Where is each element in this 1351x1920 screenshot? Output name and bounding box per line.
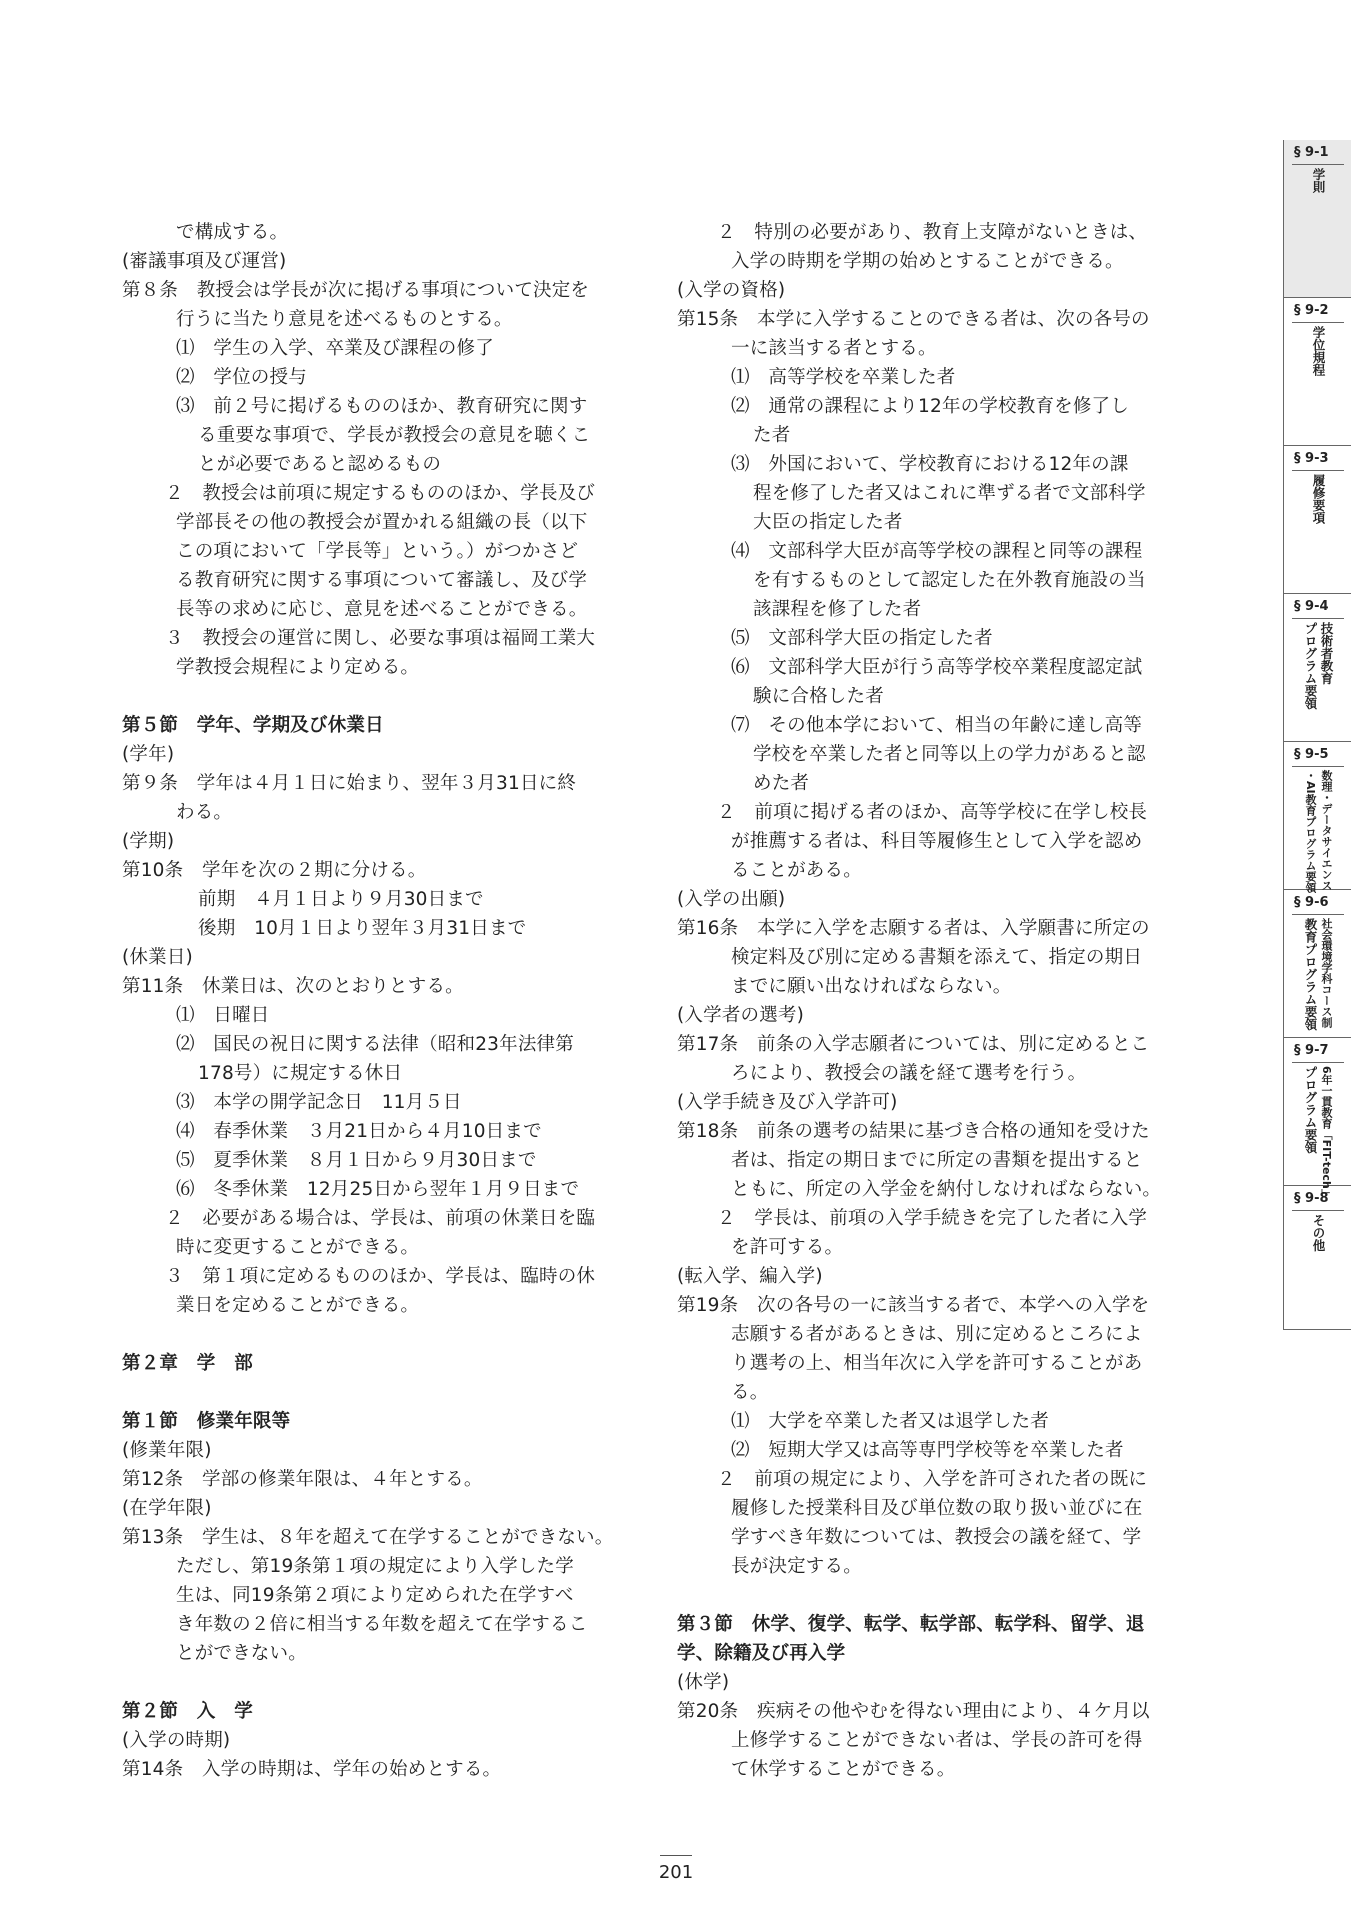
- section-tab-rule: [1292, 618, 1344, 619]
- text-line: ることがある。: [731, 860, 862, 881]
- text-line: ⑵ 短期大学又は高等専門学校等を卒業した者: [731, 1440, 1124, 1461]
- section-tab-label: プログラム要領: [1303, 1066, 1318, 1154]
- text-line: で構成する。: [176, 222, 289, 243]
- section-tab-labels: [1284, 1214, 1351, 1252]
- text-line: 第12条 学部の修業年限は、４年とする。: [122, 1469, 483, 1490]
- text-line: 業日を定めることができる。: [176, 1295, 420, 1316]
- section-tab-labels: [1284, 326, 1351, 376]
- text-line: (修業年限): [122, 1440, 212, 1461]
- section-tab[interactable]: [1284, 298, 1351, 446]
- text-line: る。: [731, 1382, 769, 1403]
- section-tab-label: 学位規程: [1311, 326, 1326, 376]
- section-tab-rule: [1292, 766, 1344, 767]
- text-line: (入学手続き及び入学許可): [677, 1092, 898, 1113]
- text-line: ２ 学長は、前項の入学手続きを完了した者に入学: [717, 1208, 1148, 1229]
- section-tab-code: § 9-3: [1294, 451, 1329, 466]
- text-line: ⑴ 大学を卒業した者又は退学した者: [731, 1411, 1049, 1432]
- text-line: 第16条 本学に入学を志願する者は、入学願書に所定の: [677, 918, 1150, 939]
- text-line: 大臣の指定した者: [753, 512, 903, 533]
- text-line: ともに、所定の入学金を納付しなければならない。: [731, 1179, 1162, 1200]
- section-tab-code: § 9-6: [1294, 895, 1329, 910]
- section-tab-code: § 9-1: [1294, 145, 1329, 160]
- text-line: 程を修了した者又はこれに準ずる者で文部科学: [753, 483, 1146, 504]
- text-line: (入学の時期): [122, 1730, 231, 1751]
- text-line: ⑹ 冬季休業 12月25日から翌年１月９日まで: [176, 1179, 580, 1200]
- section-heading: 第２節 入 学: [122, 1701, 253, 1722]
- section-tab-label: 社会環境学科コース制: [1320, 918, 1333, 1028]
- text-line: ⑸ 文部科学大臣の指定した者: [731, 628, 993, 649]
- section-tab-rule: [1292, 1062, 1344, 1063]
- text-line: 第９条 学年は４月１日に始まり、翌年３月31日に終: [122, 773, 577, 794]
- text-line: 前期 ４月１日より９月30日まで: [198, 889, 484, 910]
- text-line: 第14条 入学の時期は、学年の始めとする。: [122, 1759, 502, 1780]
- right-column: [675, 218, 1163, 1784]
- text-line: ⑵ 学位の授与: [176, 367, 307, 388]
- text-line: 学教授会規程により定める。: [176, 657, 420, 678]
- text-line: ⑹ 文部科学大臣が行う高等学校卒業程度認定試: [731, 657, 1143, 678]
- section-heading: 第１節 修業年限等: [122, 1411, 291, 1432]
- section-heading: 第３節 休学、復学、転学、転学部、転学科、留学、退: [677, 1614, 1145, 1635]
- section-tab-code: § 9-4: [1294, 599, 1329, 614]
- section-tab-label: ・AI教育プログラム要領: [1304, 770, 1317, 893]
- text-line: ３ 第１項に定めるもののほか、学長は、臨時の休: [165, 1266, 596, 1287]
- text-line: 第11条 休業日は、次のとおりとする。: [122, 976, 464, 997]
- text-line: ⑷ 文部科学大臣が高等学校の課程と同等の課程: [731, 541, 1143, 562]
- text-line: (休学): [677, 1672, 730, 1693]
- text-line: ⑺ その他本学において、相当の年齢に達し高等: [731, 715, 1143, 736]
- text-line: 志願する者があるときは、別に定めるところによ: [731, 1324, 1143, 1345]
- page-number-rule: [660, 1855, 692, 1856]
- section-tab-labels: [1284, 1066, 1351, 1200]
- text-line: る教育研究に関する事項について審議し、及び学: [176, 570, 588, 591]
- text-line: 第10条 学年を次の２期に分ける。: [122, 860, 427, 881]
- text-line: が推薦する者は、科目等履修生として入学を認め: [731, 831, 1143, 852]
- section-tab-code: § 9-5: [1294, 747, 1329, 762]
- text-line: (入学の出願): [677, 889, 786, 910]
- text-line: ⑵ 国民の祝日に関する法律（昭和23年法律第: [176, 1034, 574, 1055]
- section-tab-label: 教育プログラム要領: [1303, 918, 1318, 1031]
- text-line: 第８条 教授会は学長が次に掲げる事項について決定を: [122, 280, 590, 301]
- text-line: 履修した授業科目及び単位数の取り扱い並びに在: [731, 1498, 1143, 1519]
- section-tab-label: 履修要項: [1311, 474, 1326, 524]
- text-line: (入学の資格): [677, 280, 786, 301]
- text-line: 第15条 本学に入学することのできる者は、次の各号の: [677, 309, 1150, 330]
- text-line: 学校を卒業した者と同等以上の学力があると認: [753, 744, 1146, 765]
- text-line: 入学の時期を学期の始めとすることができる。: [731, 251, 1124, 272]
- section-tab-label: 数理・データサイエンス: [1320, 770, 1333, 891]
- text-line: 一に該当する者とする。: [731, 338, 937, 359]
- section-tab-labels: [1284, 770, 1351, 893]
- text-line: わる。: [176, 802, 233, 823]
- section-tab-labels: [1284, 168, 1351, 193]
- section-tab[interactable]: [1284, 890, 1351, 1038]
- text-line: (学年): [122, 744, 175, 765]
- text-line: た者: [753, 425, 791, 446]
- text-line: (在学年限): [122, 1498, 212, 1519]
- text-line: ⑶ 本学の開学記念日 11月５日: [176, 1092, 462, 1113]
- text-line: り選考の上、相当年次に入学を許可することがあ: [731, 1353, 1143, 1374]
- text-line: を有するものとして認定した在外教育施設の当: [753, 570, 1146, 591]
- text-line: めた者: [753, 773, 810, 794]
- text-line: 生は、同19条第２項により定められた在学すべ: [176, 1585, 574, 1606]
- section-tab-code: § 9-8: [1294, 1191, 1329, 1206]
- text-line: 学すべき年数については、教授会の議を経て、学: [731, 1527, 1142, 1548]
- text-line: ⑷ 春季休業 ３月21日から４月10日まで: [176, 1121, 542, 1142]
- text-line: 検定料及び別に定める書類を添えて、指定の期日: [731, 947, 1143, 968]
- text-line: この項において「学長等」という。）がつかさど: [176, 541, 579, 562]
- text-line: ⑸ 夏季休業 ８月１日から９月30日まで: [176, 1150, 537, 1171]
- section-heading: 第２章 学 部: [122, 1353, 253, 1374]
- text-line: 第20条 疾病その他やむを得ない理由により、４ケ月以: [677, 1701, 1150, 1722]
- text-line: とができない。: [176, 1643, 307, 1664]
- text-line: 第17条 前条の入学志願者については、別に定めるとこ: [677, 1034, 1150, 1055]
- section-tab-code: § 9-7: [1294, 1043, 1329, 1058]
- text-line: までに願い出なければならない。: [731, 976, 1012, 997]
- text-line: 後期 10月１日より翌年３月31日まで: [198, 918, 527, 939]
- text-line: 該課程を修了した者: [753, 599, 922, 620]
- section-tab[interactable]: [1284, 742, 1351, 893]
- text-line: る重要な事項で、学長が教授会の意見を聴くこ: [198, 425, 591, 446]
- text-line: ⑴ 日曜日: [176, 1005, 270, 1026]
- section-tab-rule: [1292, 1210, 1344, 1211]
- section-heading: 学、除籍及び再入学: [677, 1643, 846, 1664]
- text-line: (学期): [122, 831, 175, 852]
- text-line: ⑶ 前２号に掲げるもののほか、教育研究に関す: [176, 396, 588, 417]
- text-line: 第18条 前条の選考の結果に基づき合格の通知を受けた: [677, 1121, 1150, 1142]
- blank-line: [120, 1320, 618, 1349]
- section-tab-rule: [1292, 914, 1344, 915]
- section-tab-rule: [1292, 470, 1344, 471]
- section-tab-labels: [1284, 918, 1351, 1031]
- section-tab-label: 学則: [1311, 168, 1326, 193]
- section-tab-rule: [1292, 164, 1344, 165]
- text-line: (審議事項及び運営): [122, 251, 287, 272]
- text-line: ２ 前項に掲げる者のほか、高等学校に在学し校長: [717, 802, 1148, 823]
- text-line: (入学者の選考): [677, 1005, 805, 1026]
- text-line: ２ 必要がある場合は、学長は、前項の休業日を臨: [165, 1208, 596, 1229]
- section-tab-label: 技術者教育: [1319, 622, 1334, 685]
- text-line: ⑵ 通常の課程により12年の学校教育を修了し: [731, 396, 1129, 417]
- text-line: ⑶ 外国において、学校教育における12年の課: [731, 454, 1129, 475]
- section-tab[interactable]: [1284, 594, 1351, 742]
- blank-line: [120, 1668, 618, 1697]
- section-tab[interactable]: [1284, 446, 1351, 594]
- text-line: 行うに当たり意見を述べるものとする。: [176, 309, 513, 330]
- section-tab-code: § 9-2: [1294, 303, 1329, 318]
- section-index-tabs: [1283, 140, 1351, 1330]
- text-line: ３ 教授会の運営に関し、必要な事項は福岡工業大: [165, 628, 596, 649]
- text-line: (休業日): [122, 947, 193, 968]
- section-tab-label: その他: [1311, 1214, 1326, 1252]
- section-tab[interactable]: [1284, 140, 1351, 298]
- text-line: て休学することができる。: [731, 1759, 956, 1780]
- text-line: 者は、指定の期日までに所定の書類を提出すると: [731, 1150, 1143, 1171]
- text-line: を許可する。: [731, 1237, 844, 1258]
- text-line: 学部長その他の教授会が置かれる組織の長（以下: [176, 512, 588, 533]
- blank-line: [675, 1581, 1163, 1610]
- text-line: ろにより、教授会の議を経て選考を行う。: [731, 1063, 1087, 1084]
- text-line: 験に合格した者: [753, 686, 884, 707]
- text-line: ただし、第19条第１項の規定により入学した学: [176, 1556, 574, 1577]
- text-line: 178号）に規定する休日: [198, 1063, 403, 1084]
- page-number: 201: [658, 1862, 694, 1883]
- text-line: 第13条 学生は、８年を超えて在学することができない。: [122, 1527, 614, 1548]
- text-line: (転入学、編入学): [677, 1266, 823, 1287]
- section-tab-label: 6年一貫教育「FIT-tech」: [1320, 1066, 1333, 1200]
- section-tab-labels: [1284, 622, 1351, 710]
- text-line: ２ 教授会は前項に規定するもののほか、学長及び: [165, 483, 596, 504]
- text-line: 時に変更することができる。: [176, 1237, 420, 1258]
- text-line: 長が決定する。: [731, 1556, 862, 1577]
- section-tab[interactable]: [1284, 1186, 1351, 1330]
- text-line: 長等の求めに応じ、意見を述べることができる。: [176, 599, 588, 620]
- text-line: ⑴ 学生の入学、卒業及び課程の修了: [176, 338, 494, 359]
- blank-line: [120, 1378, 618, 1407]
- text-line: き年数の２倍に相当する年数を超えて在学するこ: [176, 1614, 588, 1635]
- left-column: [120, 218, 618, 1784]
- section-tab-labels: [1284, 474, 1351, 524]
- section-heading: 第５節 学年、学期及び休業日: [122, 715, 384, 736]
- blank-line: [120, 682, 618, 711]
- section-tab-label: プログラム要領: [1303, 622, 1318, 710]
- text-line: 上修学することができない者は、学長の許可を得: [731, 1730, 1143, 1751]
- text-line: ⑴ 高等学校を卒業した者: [731, 367, 956, 388]
- text-line: とが必要であると認めるもの: [198, 454, 442, 475]
- text-line: ２ 特別の必要があり、教育上支障がないときは、: [717, 222, 1148, 243]
- text-line: 第19条 次の各号の一に該当する者で、本学への入学を: [677, 1295, 1150, 1316]
- section-tab-rule: [1292, 322, 1344, 323]
- text-line: ２ 前項の規定により、入学を許可された者の既に: [717, 1469, 1148, 1490]
